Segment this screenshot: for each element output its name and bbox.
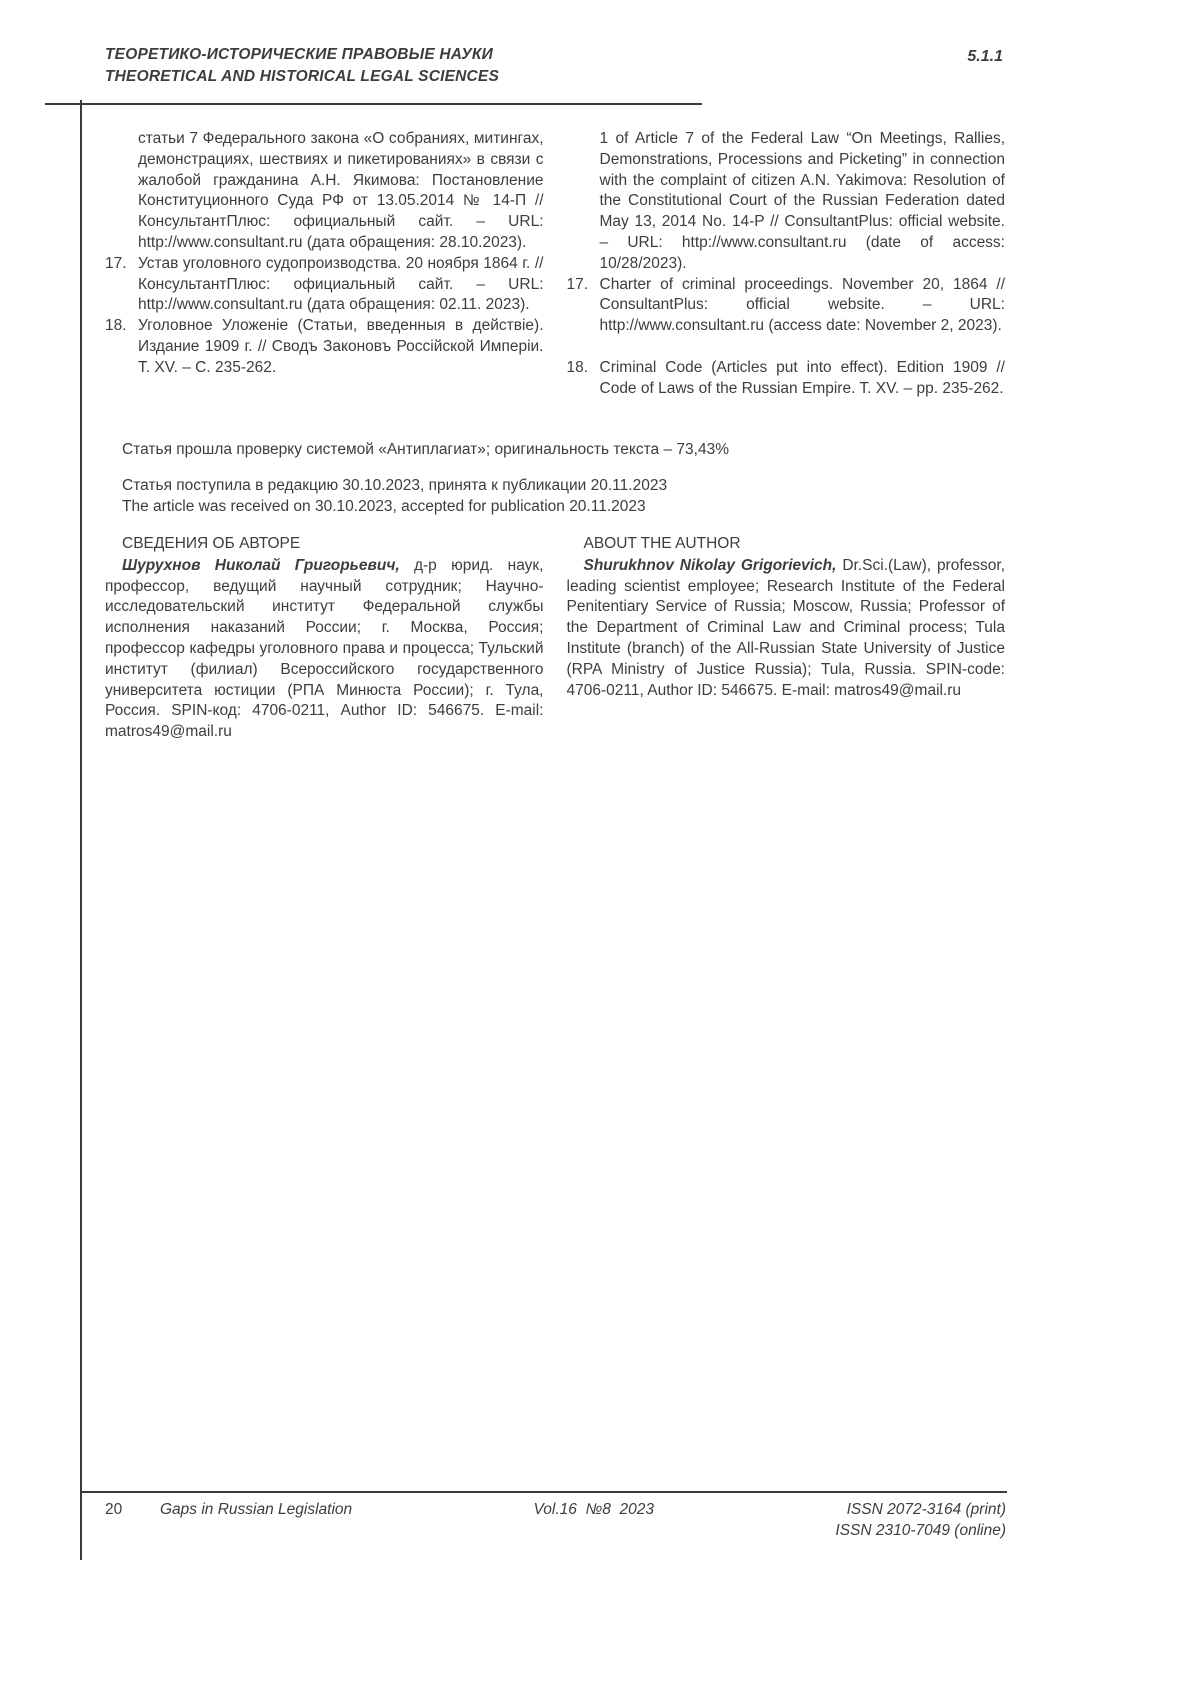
reference-text: Устав уголовного судопроизводства. 20 ноября 1864 г. // КонсультантПлюс: официальный сайт. – URL: http://www.consultant.ru (дата обращения: 02.11. 2023). — [138, 254, 544, 314]
reference-item — [105, 254, 544, 316]
author-column-en — [567, 534, 1006, 743]
running-head-ru: ТЕОРЕТИКО-ИСТОРИЧЕСКИЕ ПРАВОВЫЕ НАУКИ — [105, 46, 493, 63]
submission-dates — [105, 476, 1005, 518]
author-bio-ru: д-р юрид. наук, профессор, ведущий научный сотрудник; Научно-исследовательский институт Федеральной службы исполнения наказаний России; г. Москва, Россия; профессор кафедры уголовного права и процесса; Тульский институт (филиал) Всероссийского государственного университета юстиции (РПА Минюста России); г. Тула, Россия. SPIN-код: 4706-0211, Author ID: 546675. E-mail: matros49@mail.ru — [105, 556, 544, 741]
author-heading-ru: СВЕДЕНИЯ ОБ АВТОРЕ — [122, 534, 301, 552]
page-number: 20 — [105, 1501, 123, 1518]
reference-item — [567, 129, 1006, 275]
received-note-ru: Статья поступила в редакцию 30.10.2023, принята к публикации 20.11.2023 — [122, 477, 668, 495]
issn-block — [835, 1499, 1006, 1541]
author-column-ru — [105, 534, 544, 743]
footer-left — [105, 1499, 352, 1520]
reference-text: 1 of Article 7 of the Federal Law “On Meetings, Rallies, Demonstrations, Processions and Picketing” in connection with the complaint of citizen A.N. Yakimova: Resolution of the Constitutional Court of the Russian Federation dated May 13, 2014 No. 14-P // ConsultantPlus: official website. – URL: http://www.consultant.ru (date of access: 10/28/2023). — [599, 130, 1005, 272]
references-section — [105, 129, 1005, 400]
reference-number: 17. — [566, 275, 589, 293]
issn-online: ISSN 2310-7049 (online) — [835, 1522, 1006, 1539]
reference-text: Charter of criminal proceedings. November 20, 1864 // ConsultantPlus: official website. – URL: http://www.consultant.ru (access date: November 2, 2023). — [599, 275, 1005, 335]
reference-item — [567, 358, 1006, 400]
page-footer — [105, 1499, 1006, 1541]
author-name-en: Shurukhnov Nikolay Grigorievich, — [583, 556, 837, 574]
reference-text: Criminal Code (Articles put into effect). Edition 1909 // Code of Laws of the Russian Empire. T. XV. – pp. 235-262. — [599, 358, 1005, 397]
issn-print: ISSN 2072-3164 (print) — [846, 1501, 1006, 1518]
references-column-en — [567, 129, 1006, 400]
page-content — [105, 129, 1005, 743]
reference-item — [567, 275, 1006, 337]
section-code: 5.1.1 — [967, 48, 1003, 65]
reference-number: 17. — [105, 254, 127, 272]
reference-item — [105, 129, 544, 254]
running-head — [105, 44, 499, 88]
author-name-ru: Шурухнов Николай Григорьевич, — [122, 556, 400, 574]
reference-number: 18. — [105, 317, 127, 335]
reference-number — [567, 129, 600, 275]
running-head-en: THEORETICAL AND HISTORICAL LEGAL SCIENCES — [105, 68, 500, 85]
author-info-en — [567, 556, 1006, 702]
reference-text: статьи 7 Федерального закона «О собраниях, митингах, демонстрациях, шествиях и пикетированиях» в связи с жалобой гражданина А.Н. Якимова: Постановление Конституционного Суда РФ от 13.05.2014 № 14-П // КонсультантПлюс: официальный сайт. – URL: http://www.consultant.ru (дата обращения: 28.10.2023). — [138, 130, 544, 251]
references-column-ru — [105, 129, 544, 400]
author-heading-en: ABOUT THE AUTHOR — [583, 534, 741, 552]
footer-divider — [81, 1491, 1007, 1493]
reference-number: 18. — [566, 358, 589, 376]
reference-item — [105, 316, 544, 378]
author-info-ru — [105, 556, 544, 743]
antiplagiat-note: Статья прошла проверку системой «Антиплагиат»; оригинальность текста – 73,43% — [122, 440, 729, 458]
volume-info: Vol.16 №8 2023 — [533, 1501, 655, 1518]
left-margin-rule — [80, 100, 82, 1560]
received-note-en: The article was received on 30.10.2023, accepted for publication 20.11.2023 — [122, 498, 646, 516]
journal-title: Gaps in Russian Legislation — [160, 1501, 353, 1518]
author-section — [105, 534, 1005, 743]
author-bio-en: Dr.Sci.(Law), professor, leading scientist employee; Research Institute of the Federal Penitentiary Service of Russia; Moscow, Russia; Professor of the Department of Criminal Law and Criminal process; Tula Institute (branch) of the All-Russian State University of Justice (RPA Ministry of Justice Russia); Tula, Russia. SPIN-code: 4706-0211, Author ID: 546675. E-mail: matros49@mail.ru — [566, 556, 1006, 699]
page-header — [105, 44, 1005, 88]
reference-text: Уголовное Уложеніе (Статьи, введенныя в действіе). Издание 1909 г. // Сводъ Законовъ Россійской Имперіи. Т. XV. – С. 235-262. — [138, 317, 544, 376]
reference-number — [105, 129, 138, 254]
header-divider — [45, 103, 702, 105]
